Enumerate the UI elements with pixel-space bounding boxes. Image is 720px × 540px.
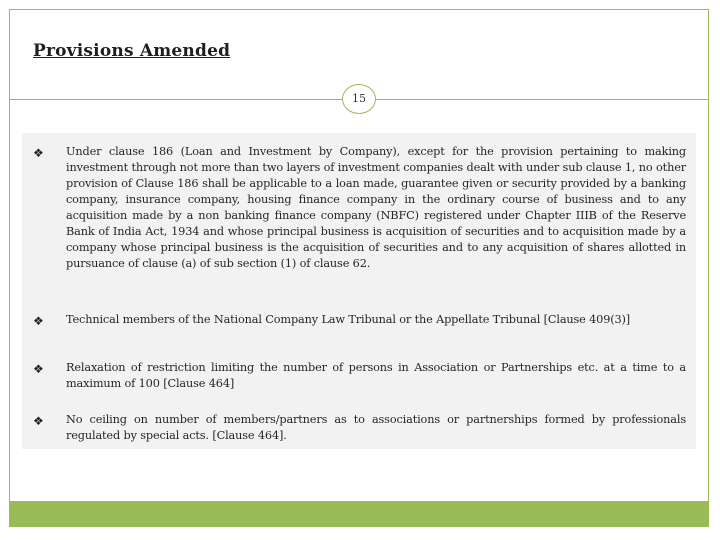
diamond-bullet-icon: ❖ — [33, 146, 44, 160]
diamond-bullet-icon: ❖ — [33, 314, 44, 328]
page-number-badge: 15 — [342, 84, 376, 114]
list-item: Under clause 186 (Loan and Investment by Company), except for the provision pertaining to making investment through not more than two layers of investment companies dealt with under sub clause 1, no other provision of Clause 186 shall be applicable to a loan made, guarantee given or security provided by a banking company, insurance company, housing finance company in the ordinary course of business and to any acquisition made by a non banking finance company (NBFC) registered under Chapter IIIB of the Reserve Bank of India Act, 1934 and whose principal business is acquisition of securities and to acquisition made by a company whose principal business is the acquisition of securities and to any acquisition of shares allotted in pursuance of clause (a) of sub section (1) of clause 62. — [66, 145, 686, 270]
page-title: Provisions Amended — [33, 41, 231, 61]
list-item: Relaxation of restriction limiting the number of persons in Association or Partnerships etc. at a time to a maximum of 100 [Clause 464] — [66, 361, 686, 390]
diamond-bullet-icon: ❖ — [33, 414, 44, 428]
list-item: Technical members of the National Company Law Tribunal or the Appellate Tribunal [Clause 409(3)] — [66, 313, 631, 326]
diamond-bullet-icon: ❖ — [33, 362, 44, 376]
footer-bar — [10, 501, 708, 526]
list-item: No ceiling on number of members/partners as to associations or partnerships formed by professionals regulated by special acts. [Clause 464]. — [66, 413, 686, 442]
